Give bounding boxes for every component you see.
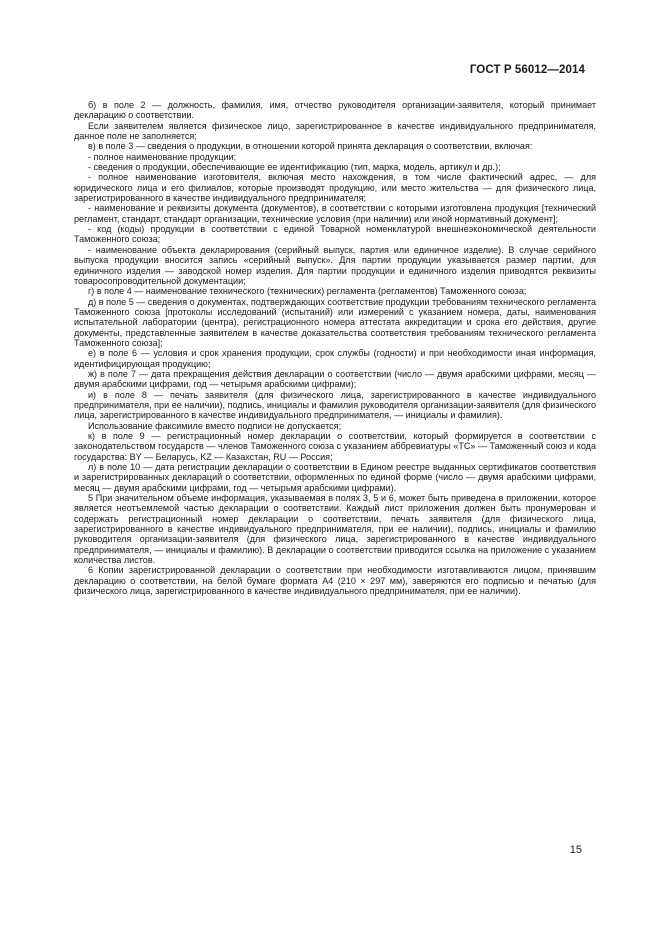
paragraph: к) в поле 9 — регистрационный номер декларации о соответствии, который формируется в соответствии с законодательством государств — членов Таможенного союза с указанием аббревиатуры «ТС» — Таможенный союз и кода государства: BY — Беларусь, KZ — Казахстан, RU — Россия; <box>74 431 596 462</box>
paragraph: б) в поле 2 — должность, фамилия, имя, отчество руководителя организации-заявителя, который принимает декларацию о соответствии. <box>74 100 596 121</box>
paragraph: Использование факсимиле вместо подписи не допускается; <box>88 420 342 431</box>
paragraph: - сведения о продукции, обеспечивающие ее идентификацию (тип, марка, модель, артикул и др.); <box>88 162 501 173</box>
page-number: 15 <box>569 844 582 856</box>
paragraph: - код (коды) продукции в соответствии с единой Товарной номенклатурой внешнеэкономической деятельности Таможенного союза; <box>74 224 596 245</box>
document-header: ГОСТ Р 56012—2014 <box>469 64 585 76</box>
paragraph: - полное наименование изготовителя, включая место нахождения, в том числе фактический адрес, — для юридического лица и его филиалов, которые производят продукцию, или место жительства — для физического лица, зарегистрированного в качестве индивидуального предпринимателя; <box>74 172 596 204</box>
paragraph: и) в поле 8 — печать заявителя (для физического лица, зарегистрированного в качестве индивидуального предпринимателя, при ее наличии), подпись, инициалы и фамилия руководителя организации-заявителя (для физического лица, зарегистрированного в качестве индивидуального предпринимателя, — инициалы и фамилия). <box>74 389 596 421</box>
paragraph: 5 При значительном объеме информация, указываемая в полях 3, 5 и 6, может быть приведена в приложении, которое является неотъемлемой частью декларации о соответствии. Каждый лист приложения должен быть пронумерован и содержать регистрационный номер декларации о соответствии, печать заявителя (для физического лица, зарегистрированного в качестве индивидуального предпринимателя, при ее наличии), подпись, инициалы и фамилию руководителя организации-заявителя (для физического лица, зарегистрированного в качестве индивидуального предпринимателя, — инициалы и фамилию). В декларации о соответствии приводится ссылка на приложение с указанием количества листов. <box>74 493 596 566</box>
paragraph: - полное наименование продукции; <box>88 151 237 162</box>
paragraph: - наименование и реквизиты документа (документов), в соответствии с которыми изготовлена продукция [технический регламент, стандарт, стандарт организации, технические условия (при наличии) или иной нормативный документ]; <box>74 203 596 224</box>
paragraph: - наименование объекта декларирования (серийный выпуск, партия или единичное изделие). В случае серийного выпуска продукции вносится запись «серийный выпуск». Для партии продукции указывается размер партии, для единичного изделия — заводской номер изделия. Для партии продукции и единичного изделия приводятся реквизиты товаросопроводительной документации; <box>74 244 596 286</box>
paragraph: 6 Копии зарегистрированной декларации о соответствии при необходимости изготавливаются лицом, принявшим декларацию о соответствии, на белой бумаге формата А4 (210 × 297 мм), заверяются его подписью и печатью (для физического лица, зарегистрированного в качестве индивидуального предпринимателя, при ее наличии). <box>74 565 596 597</box>
paragraph: ж) в поле 7 — дата прекращения действия декларации о соответствии (число — двумя арабскими цифрами, месяц — двумя арабскими цифрами, год — четырьмя арабскими цифрами); <box>74 368 596 390</box>
paragraph: л) в поле 10 — дата регистрации декларации о соответствии в Едином реестре выданных сертификатов соответствия и зарегистрированных деклараций о соответствии, оформленных по единой форме (число — двумя арабскими цифрами, месяц — двумя арабскими цифрами, год — четырьмя арабскими цифрами). <box>74 462 596 493</box>
paragraph: д) в поле 5 — сведения о документах, подтверждающих соответствие продукции требованиям технического регламента Таможенного союза [протоколы исследований (испытаний) или измерений с указанием номера, даты, наименования испытательной лаборатории (центра), регистрационного номера аттестата аккредитации и срока его действия, другие документы, представленные заявителем в качестве доказательства соответствия требованиям технического регламента Таможенного союза]; <box>74 296 596 348</box>
body-text <box>74 100 596 597</box>
paragraph: Если заявителем является физическое лицо, зарегистрированное в качестве индивидуального предпринимателя, данное поле не заполняется; <box>74 120 596 142</box>
paragraph: е) в поле 6 — условия и срок хранения продукции, срок службы (годности) и при необходимости иная информация, идентифицирующая продукцию; <box>74 348 596 369</box>
paragraph: г) в поле 4 — наименование технического (технических) регламента (регламентов) Таможенного союза; <box>88 286 527 297</box>
paragraph: в) в поле 3 — сведения о продукции, в отношении которой принята декларация о соответствии, включая: <box>88 141 533 152</box>
